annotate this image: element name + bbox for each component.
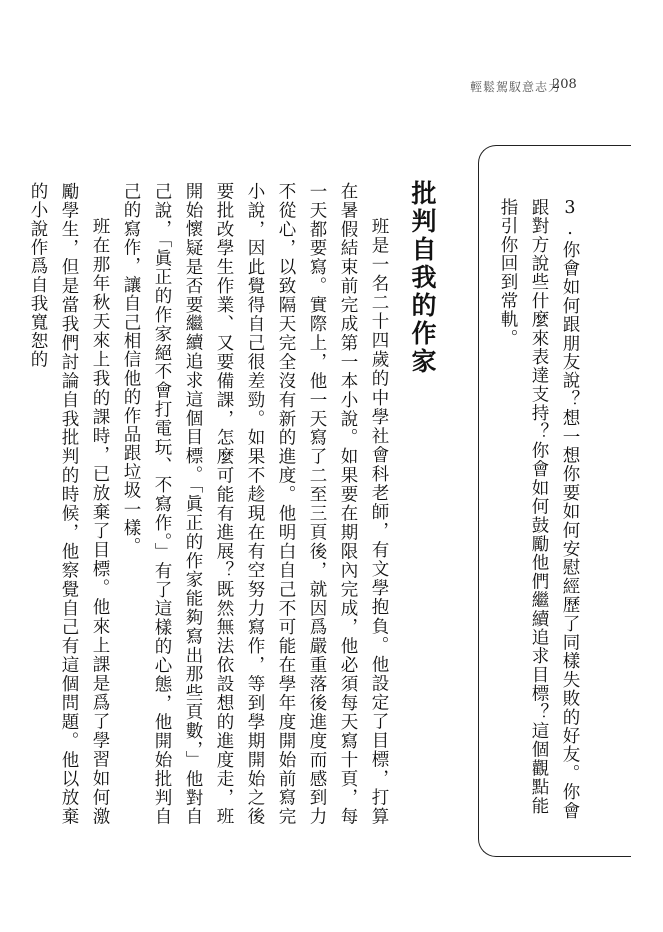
paragraph-2: 班在那年秋天來上我的課時，已放棄了目標。他來上課是爲了學習如何激勵學生，但是當我們討論自我批判的時候，他察覺自己有這個問題。他以放棄的小說作爲自我寬恕的	[28, 182, 110, 826]
running-header	[470, 78, 630, 96]
book-title: 輕鬆駕馭意志力	[470, 80, 562, 94]
page-number: 208	[552, 77, 577, 92]
exercise-question-3: 3.你會如何跟朋友說？想一想你要如何安慰經歷了同樣失敗的好友。你會跟對方說些什麼來表達支持？你會如何鼓勵他們繼續追求目標？這個觀點能指引你回到常軌。	[498, 198, 580, 821]
body-text	[28, 182, 394, 826]
section-heading: 批判自我的作家	[408, 180, 437, 376]
paragraph-1: 班是一名二十四歲的中學社會科老師，有文學抱負。他設定了目標，打算在暑假結束前完成第一本小說。如果要在期限內完成，他必須每天寫十頁，每一天都要寫。實際上，他一天寫了二至三頁後，就因爲嚴重落後進度而感到力不從心，以致隔天完全沒有新的進度。他明白自己不可能在學年度開始前寫完小說，因此覺得自己很差勁。如果不趁現在有空努力寫作，等到學期開始之後要批改學生作業、又要備課，怎麼可能有進展？既然無法依設想的進度走，班開始懷疑是否要繼續追求這個目標。「眞正的作家能夠寫出那些頁數，」他對自己說，「眞正的作家絕不會打電玩、不寫作。」有了這樣的心態，他開始批判自己的寫作，讓自己相信他的作品跟垃圾一樣。	[121, 182, 389, 826]
